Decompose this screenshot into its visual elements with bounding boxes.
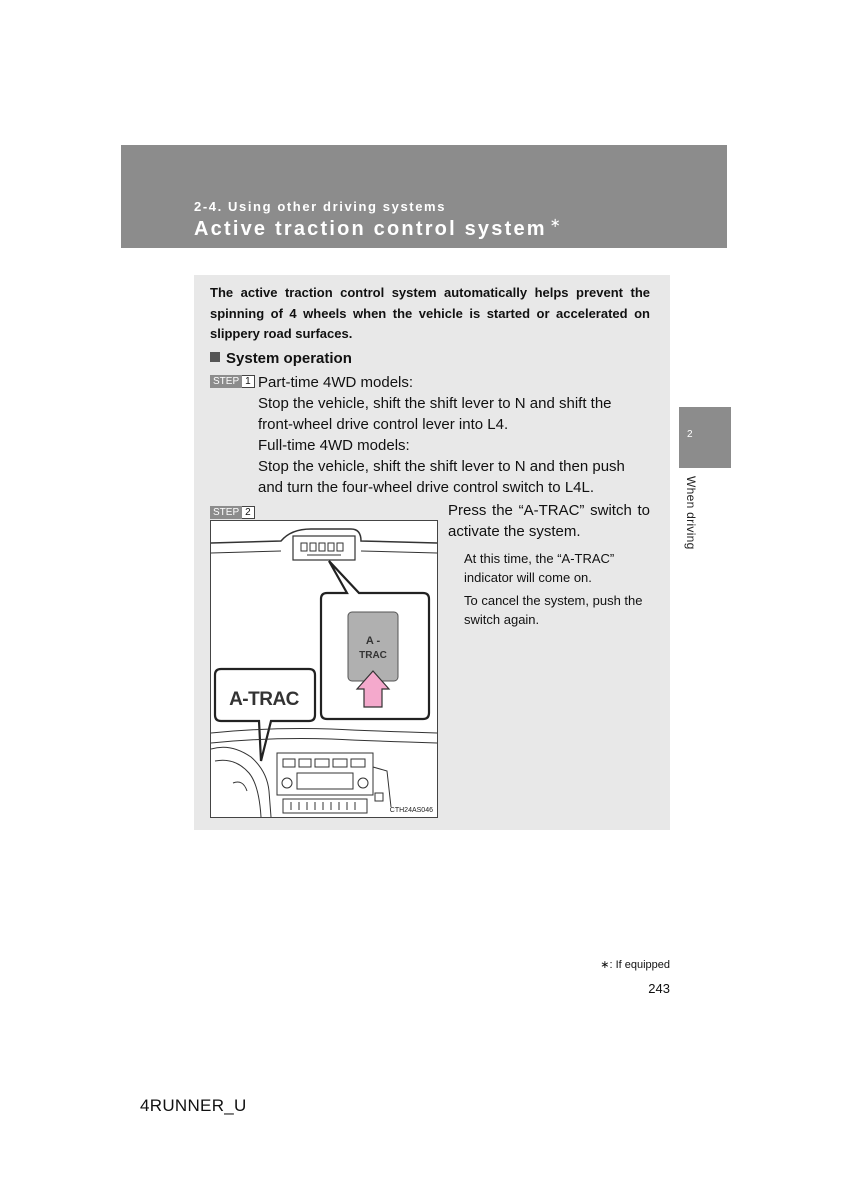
switch-label-line2: TRAC (359, 650, 387, 661)
step1-part-time-label: Part-time 4WD models: (258, 374, 414, 391)
step2-badge-number: 2 (242, 506, 255, 519)
page-number: 243 (648, 981, 670, 996)
content-box (194, 275, 670, 830)
step2-badge (210, 506, 255, 519)
system-operation-heading (210, 350, 352, 367)
switch-label-line1: A - (365, 635, 381, 647)
equipped-footnote: ∗: If equipped (600, 959, 670, 971)
step1-badge-number: 1 (242, 375, 255, 388)
intro-paragraph: The active traction control system automatically helps prevent the spinning of 4 wheels when the vehicle is started or accelerated on slippery road surfaces. (210, 285, 650, 341)
square-bullet-icon (210, 352, 220, 362)
step2-note-cancel: To cancel the system, push the switch again. (464, 593, 643, 627)
page-title-text: Active traction control system (194, 218, 547, 240)
page-title (194, 215, 563, 241)
a-trac-switch-illustration (210, 520, 438, 818)
step1-full-time-text: Stop the vehicle, shift the shift lever to N and then push and turn the four-wheel drive control switch to L4L. (258, 458, 625, 496)
step1-badge-word: STEP (210, 375, 242, 388)
step1-full-time-label: Full-time 4WD models: (258, 437, 410, 454)
section-label: 2-4. Using other driving systems (194, 199, 447, 214)
chapter-tab-label: When driving (684, 476, 698, 550)
footer-model-code: 4RUNNER_U (140, 1096, 247, 1115)
step2-note-indicator: At this time, the “A-TRAC” indicator will come on. (464, 551, 615, 585)
figure-code: CTH24AS046 (389, 807, 433, 814)
step2-badge-word: STEP (210, 506, 242, 519)
system-operation-heading-text: System operation (226, 350, 352, 367)
chapter-tab (679, 407, 731, 468)
step1-part-time-text: Stop the vehicle, shift the shift lever to N and shift the front-wheel drive control lever into L4. (258, 395, 612, 433)
chapter-tab-number: 2 (687, 429, 693, 440)
step1-badge (210, 375, 255, 388)
a-trac-callout-label: A-TRAC (229, 689, 299, 710)
step2-text: Press the “A-TRAC” switch to activate the system. (448, 502, 650, 540)
dashboard-drawing (211, 521, 437, 817)
equipped-asterisk: ∗ (549, 215, 563, 230)
